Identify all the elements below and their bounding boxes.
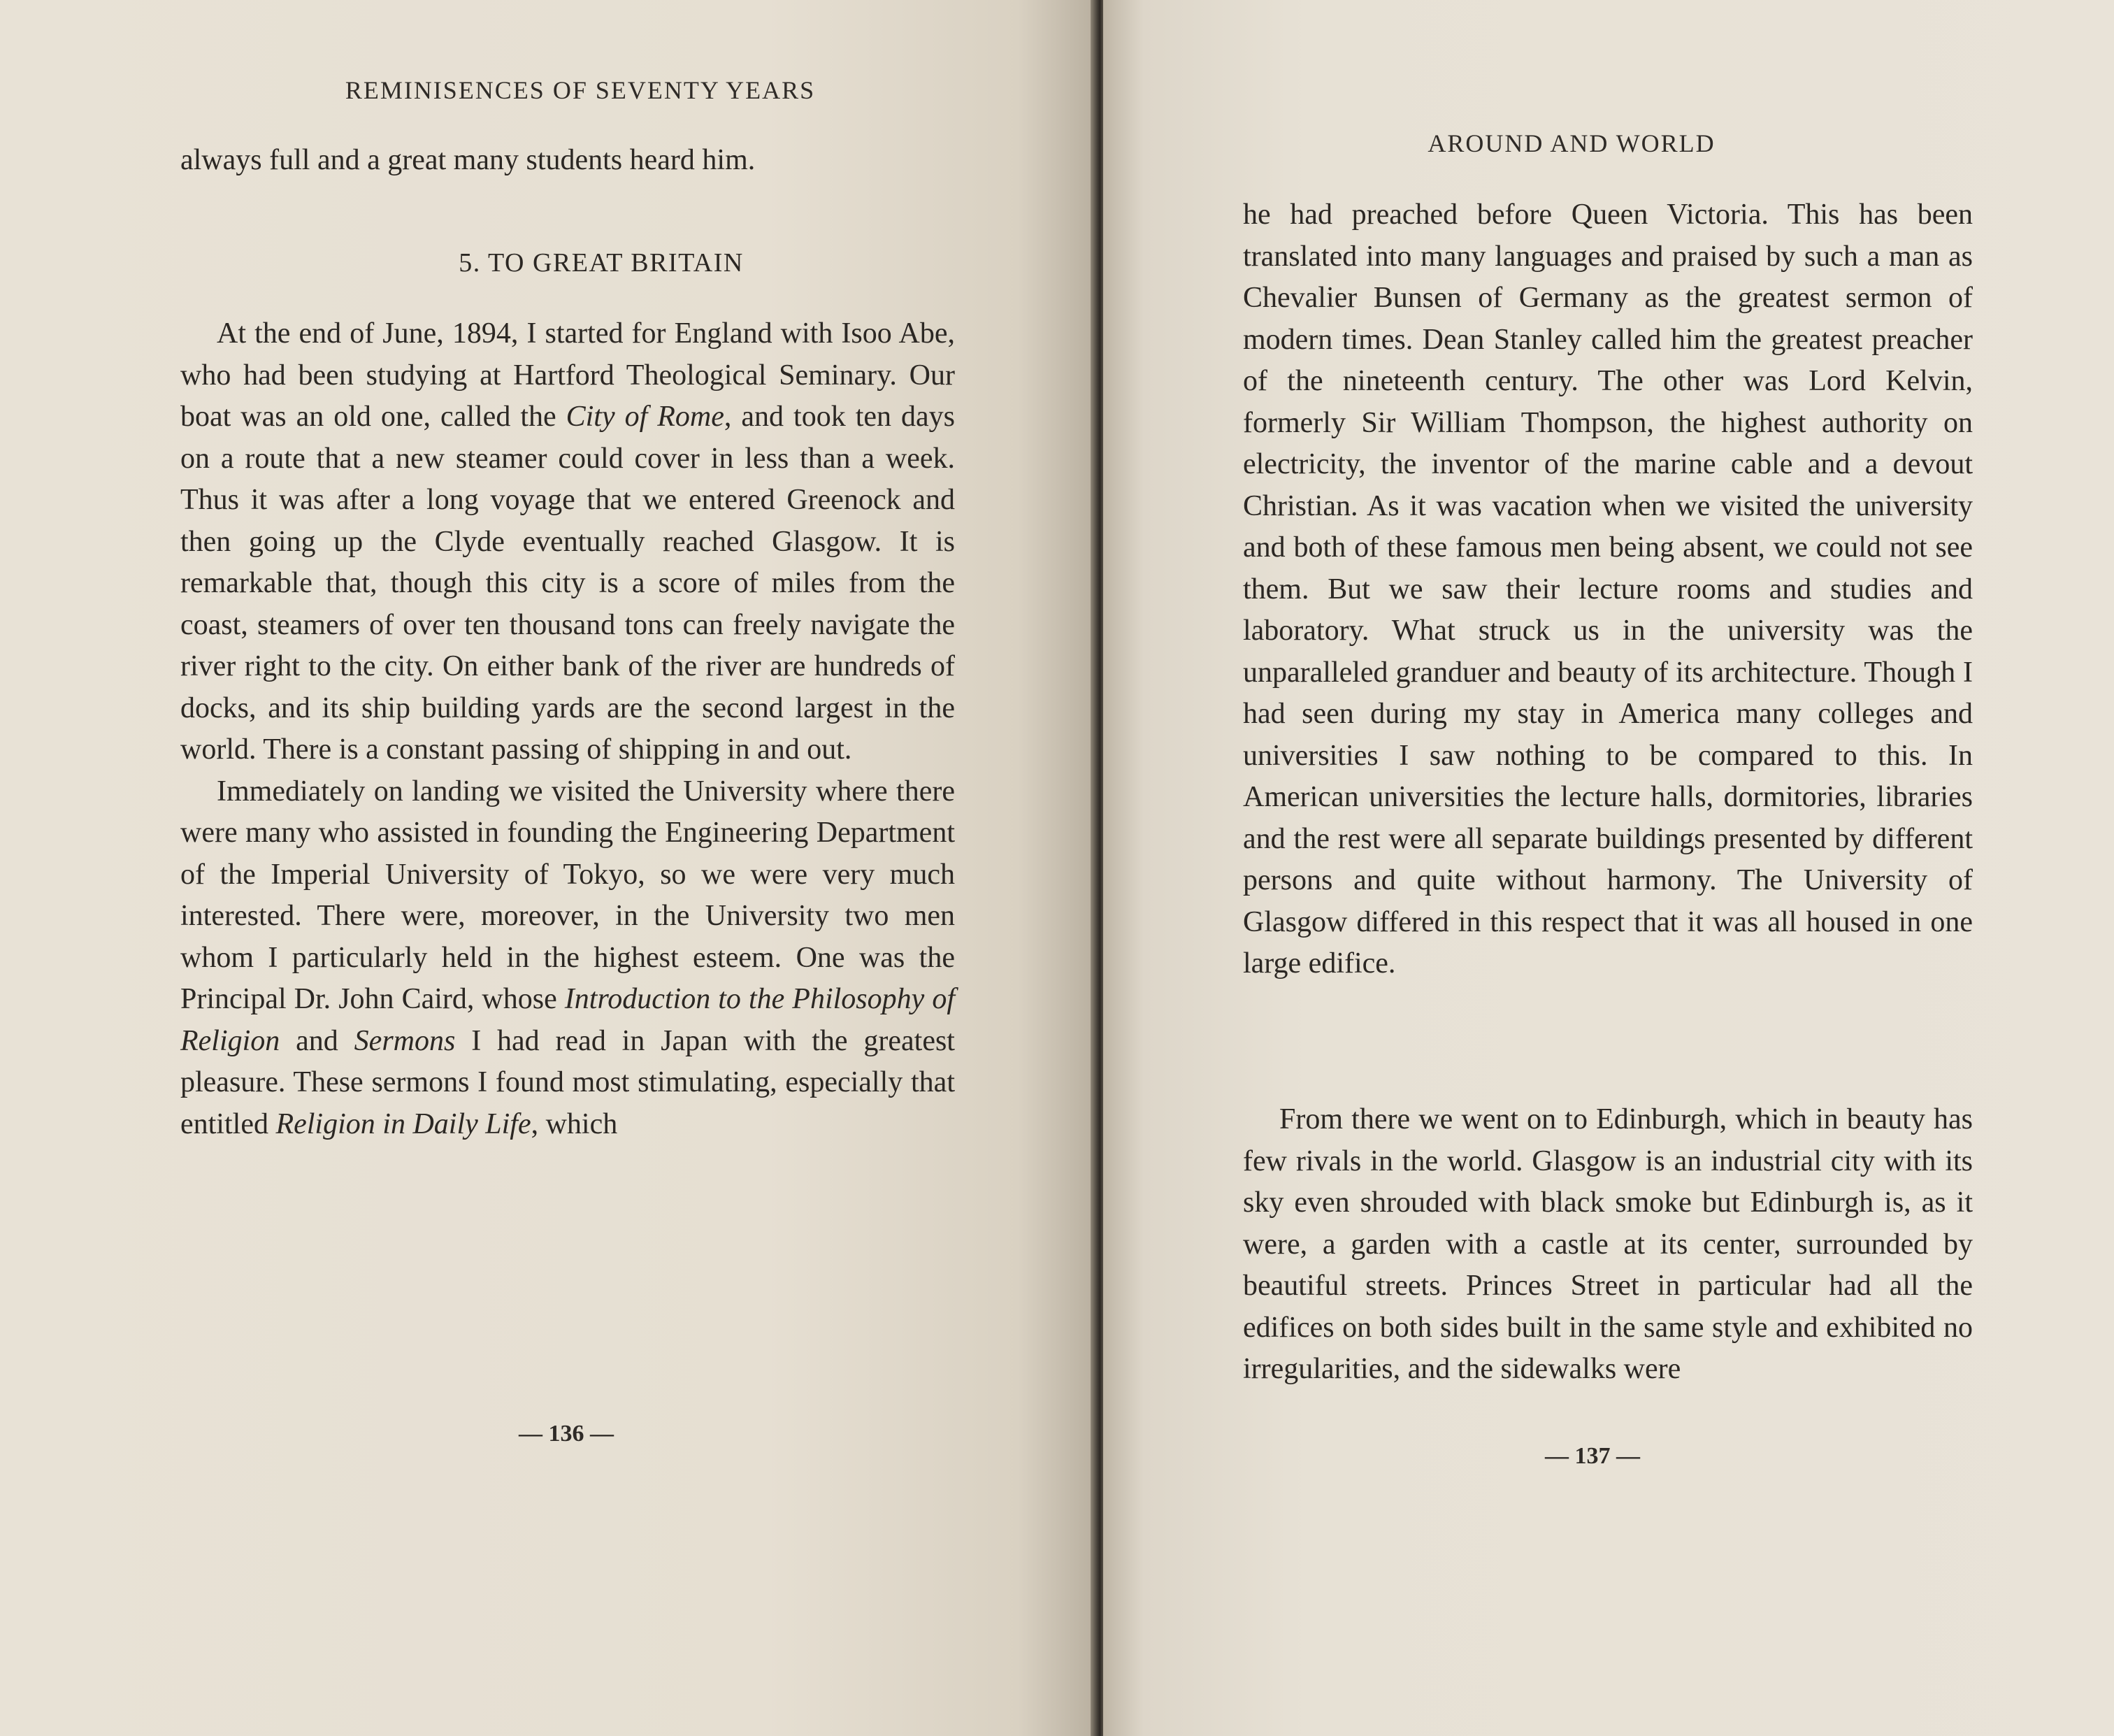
paragraph: From there we went on to Edinburgh, which in beauty has few rivals in the world. Glasgow is an industrial city with its sky even shrouded with black smoke but Edinburgh is, as it were, a garden with a castle at its center, surrounded by beautiful streets. Princes Street in particular had all the edifices on both sides built in the same style and exhibited no irregularities, and the sidewalks were — [1243, 1103, 1973, 1385]
lead-line: always full and a great many students heard him. — [180, 144, 756, 176]
running-head-left: REMINISENCES OF SEVENTY YEARS — [345, 76, 816, 104]
right-body-bottom — [1243, 1099, 1973, 1391]
paragraph: At the end of June, 1894, I started for England with Isoo Abe, who had been studying at Hartford Theological Seminary. Our boat was an old one, called the City of Rome, and took ten days on a route that a new steamer could cover in less than a week. Thus it was after a long voyage that we entered Greenock and then going up the Clyde eventually reached Glasgow. It is remarkable that, though this city is a score of miles from the coast, steamers of over ten thousand tons can freely navigate the river right to the city. On either bank of the river are hundreds of docks, and its ship building yards are the second largest in the world. There is a constant passing of shipping in and out. — [180, 317, 955, 766]
italic-title: City of Rome — [566, 401, 724, 433]
page-number-left: — 136 — — [519, 1421, 614, 1447]
running-head-right: AROUND AND WORLD — [1428, 129, 1716, 157]
italic-title: Sermons — [354, 1024, 456, 1057]
page-number-right: — 137 — — [1545, 1443, 1640, 1469]
italic-title: Introduction to the Philosophy of Religion — [180, 983, 955, 1057]
section-heading: 5. TO GREAT BRITAIN — [459, 248, 744, 278]
italic-title: Religion in Daily Life — [275, 1107, 531, 1140]
left-body — [180, 313, 955, 1145]
paragraph: he had preached before Queen Victoria. This has been translated into many languages and praised by such a man as Chevalier Bunsen of Germany as the greatest sermon of modern times. Dean Stanley called him the greatest preacher of the nineteenth century. The other was Lord Kelvin, formerly Sir William Thompson, the highest authority on electricity, the inventor of the marine cable and a devout Christian. As it was vacation when we visited the university and both of these famous men being absent, we could not see them. But we saw their lecture rooms and studies and laboratory. What struck us in the university was the unparalleled granduer and beauty of its architecture. Though I had seen during my stay in America many colleges and universities I saw nothing to be compared to this. In American universities the lecture halls, dormitories, libraries and the rest were all separate buildings presented by different persons and quite without harmony. The University of Glasgow differed in this respect that it was all housed in one large edifice. — [1243, 199, 1973, 980]
right-body-top — [1243, 194, 1973, 985]
right-page — [1103, 0, 2114, 1736]
paragraph: Immediately on landing we visited the University where there were many who assisted in founding the Engineering Department of the Imperial University of Tokyo, so we were very much interested. There were, moreover, in the University two men whom I particularly held in the highest esteem. One was the Principal Dr. John Caird, whose Introduction to the Philosophy of Religion and Sermons I had read in Japan with the greatest pleasure. These sermons I found most stimulating, especially that entitled Religion in Daily Life, which — [180, 775, 955, 1140]
